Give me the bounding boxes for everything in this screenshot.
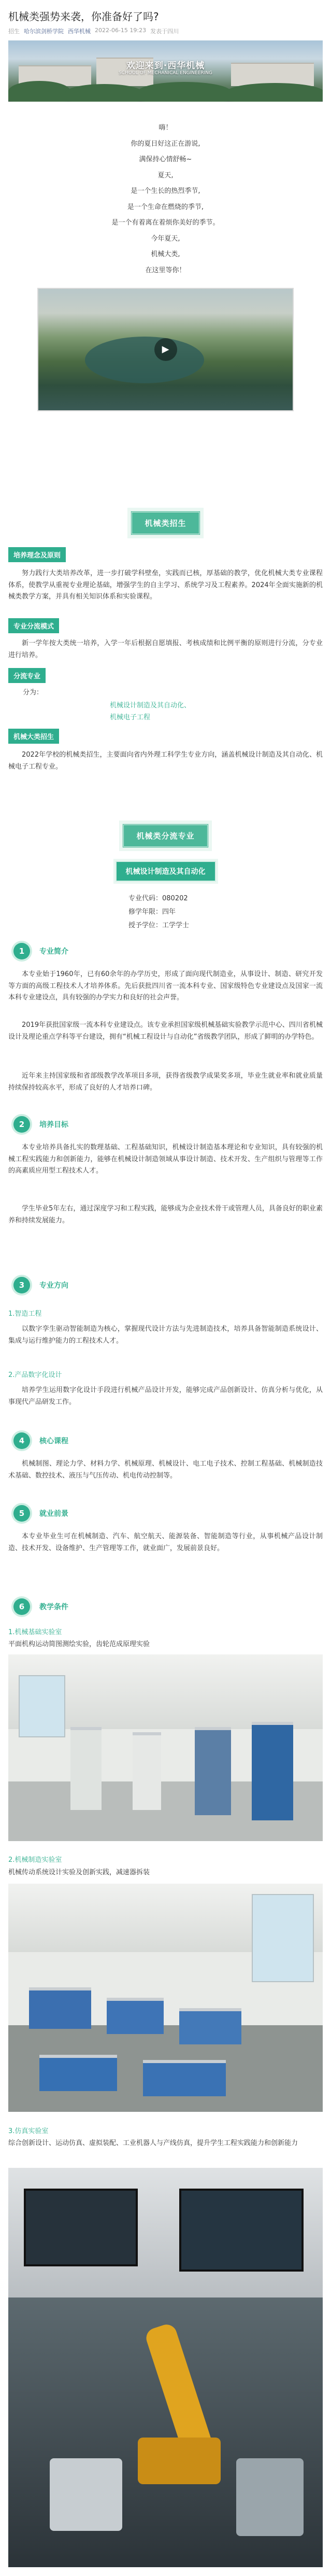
direction-1-text: 以数字孪生驱动智能制造为核心，掌握现代设计方法与先进制造技术，培养具备智能制造系统设计、集成与运行维护能力的工程技术人才。: [8, 1325, 323, 1345]
mech-recruit-bar: 机械大类招生: [8, 729, 59, 744]
lab1-desc: 平面机构运动简图测绘实验，齿轮范成原理实验: [8, 1640, 150, 1648]
lab-equipment: [133, 1732, 161, 1810]
lab-equipment: [70, 1727, 102, 1810]
meta-account[interactable]: 哈尔滨剑桥学院: [24, 28, 64, 35]
info-code: 专业代码：080202: [128, 895, 188, 902]
poem-line: 机械大类,: [151, 250, 180, 258]
lab-equipment: [107, 1998, 164, 2034]
info-degree: 授予学位：工学学士: [128, 922, 190, 929]
play-icon[interactable]: ▶: [154, 338, 177, 361]
lab-equipment: [29, 1987, 91, 2029]
number-badge: 6: [13, 1598, 30, 1615]
training-text: 努力践行大类培养改革，进一步打破学科壁垒，实践而已核，厚基础的教学，优化机械大类专业课程体系，使教学从重视专业理论基础，增强学生的自主学习、系统学习及工程素养。2024年全面实施新的机械类教学方案，并具有相关知识体系和实验课程。: [8, 569, 323, 601]
lab-equipment: [39, 2055, 117, 2091]
major-badge: 机械类分流专业: [122, 824, 208, 848]
meta-date: 2022-06-15 19:23: [95, 27, 147, 34]
courses-text: 机械制图、理论力学、材料力学、机械原理、机械设计、电工电子技术、控制工程基础、机械制造技术基础、数控技术、液压与气压传动、机电传动控制等。: [8, 1460, 323, 1480]
campus-video[interactable]: [37, 288, 294, 411]
lab2-title: 2.机械制造实验室: [8, 1856, 62, 1864]
split-item: 机械设计制造及其自动化、: [110, 702, 191, 709]
tree-shape: [138, 82, 231, 102]
major-subhead-label: 机械设计制造及其自动化: [116, 861, 216, 882]
campus-banner: [8, 40, 323, 102]
mode-bar: 专业分流模式: [8, 618, 59, 633]
poem-line: 夏天,: [157, 171, 174, 179]
number-badge: 2: [13, 1116, 30, 1133]
intro-poem: [0, 102, 331, 279]
career-text: 本专业毕业生可在机械制造、汽车、航空航天、能源装备、智能制造等行业，从事机械产品设计制造、技术开发、设备维护、生产管理等工作，就业面广，发展前景良好。: [8, 1533, 323, 1552]
machine-shape: [50, 2458, 122, 2531]
poem-line: 在这里等你！: [145, 266, 186, 274]
heading-intro-label: 专业简介: [39, 948, 68, 956]
mech-badge: 机械类招生: [131, 511, 200, 535]
number-badge: 1: [13, 943, 30, 959]
lab3-title: 3.仿真实验室: [8, 2127, 49, 2135]
article-title: 机械类强势来袭，你准备好了吗?: [8, 10, 159, 23]
major-badge-wrap: [0, 824, 331, 848]
training-bar: 培养理念及原则: [8, 547, 66, 562]
split-label: 分为：: [23, 689, 44, 697]
lab-equipment: [143, 2060, 226, 2096]
meta-author: 招生: [8, 28, 20, 35]
lab-equipment: [179, 2008, 241, 2044]
split-item: 机械电子工程: [110, 714, 151, 721]
goal-p1: 本专业培养具备扎实的数理基础、工程基础知识，机械设计制造基本理论和专业知识，具有较强的机械工程实践能力和创新能力，能够在机械设计制造领域从事设计制造、技术开发、生产组织与管理等工作的高素质应用型工程技术人才。: [8, 1144, 323, 1175]
photo-window: [19, 1675, 65, 1737]
direction-2: 2.产品数字化设计: [8, 1371, 62, 1379]
heading-goal-label: 培养目标: [39, 1121, 68, 1129]
direction-1: 1.智造工程: [8, 1310, 42, 1318]
article-meta: [0, 27, 331, 40]
meta-location: 发表于四川: [150, 28, 179, 35]
heading-direction-label: 专业方向: [39, 1282, 68, 1290]
mech-badge-wrap: [0, 511, 331, 535]
number-badge: 5: [13, 1505, 30, 1522]
heading-courses: [13, 1432, 68, 1449]
lab1-photo: [8, 1654, 323, 1841]
banner-title: 欢迎来到·西华机械: [126, 61, 205, 71]
heading-goal: [13, 1116, 68, 1133]
lab-equipment: [195, 1727, 231, 1815]
heading-career: [13, 1505, 68, 1522]
mech-recruit-text: 2022年学校的机械类招生，主要面向省内外理工科学生专业方向，涵盖机械设计制造及其自动化、机械电子工程专业。: [8, 751, 323, 771]
heading-career-label: 就业前景: [39, 1510, 68, 1518]
poem-line: 今年夏天,: [151, 234, 180, 243]
tree-shape: [226, 83, 323, 102]
info-years: 修学年限：四年: [128, 908, 176, 916]
photo-window: [252, 1894, 314, 1982]
mode-text: 新一学年按大类统一培养，入学一年后根据自愿填报、考核成绩和比例平衡的原则进行分流，分专业进行培养。: [8, 639, 323, 659]
lab-equipment: [252, 1722, 293, 1820]
goal-p2: 学生毕业5年左右，通过深度学习和工程实践，能够成为企业技术骨干或管理人员，具备良好的职业素养和持续发展能力。: [8, 1205, 323, 1224]
major-subhead: [0, 861, 331, 882]
banner-subtitle: SCHOOL OF MECHANICAL ENGINEERING: [118, 71, 213, 76]
poem-line: 是一个生长的热烈季节,: [131, 187, 200, 195]
lab1-title: 1.机械基础实验室: [8, 1628, 62, 1636]
direction-2-text: 培养学生运用数字化设计手段进行机械产品设计开发，能够完成产品创新设计、仿真分析与优化，从事现代产品研发工作。: [8, 1386, 323, 1406]
tree-shape: [8, 81, 70, 102]
poem-line: 满保持心情舒畅~: [139, 156, 192, 163]
poem-line: 是一个有着离在着烦你美好的季节。: [111, 219, 220, 227]
heading-courses-label: 核心课程: [39, 1437, 68, 1445]
tree-shape: [65, 84, 143, 102]
lab3-photo: [8, 2168, 323, 2567]
heading-facilities-label: 教学条件: [39, 1603, 68, 1611]
lab2-photo: [8, 1884, 323, 2112]
lake-shape: [85, 337, 204, 383]
heading-intro: [13, 943, 68, 959]
heading-facilities: [13, 1598, 68, 1615]
machine-shape: [236, 2458, 304, 2536]
poem-line: 你的夏日好这正在游说,: [131, 140, 200, 148]
poem-line: 嗨！: [159, 124, 172, 132]
number-badge: 3: [13, 1277, 30, 1293]
lab2-desc: 机械传动系统设计实验及创新实践，减速器拆装: [8, 1869, 150, 1876]
lab3-desc: 综合创新设计、运动仿真、虚拟装配、工业机器人与产线仿真，提升学生工程实践能力和创新能力: [8, 2139, 298, 2147]
screen-shape: [179, 2189, 304, 2272]
intro-p1: 本专业始于1960年，已有60余年的办学历史，形成了面向现代制造业，从事设计、制造、研究开发等方面的高级工程技术人才培养体系。先后获批四川省一流本科专业、国家级特色专业建设点及国家一流本科专业建设点，具有较强的办学实力和良好的社会声誉。: [8, 970, 323, 1001]
poem-line: 是一个生命在燃烧的季节,: [127, 203, 204, 211]
meta-org[interactable]: 西华机械: [68, 28, 91, 35]
intro-p3: 近年来主持国家级和省部级教学改革项目多项，获得省级教学成果奖多项，毕业生就业率和就业质量持续保持较高水平，形成了良好的人才培养口碑。: [8, 1072, 323, 1092]
robot-base-shape: [138, 2438, 221, 2484]
heading-direction: [13, 1277, 68, 1293]
split-bar: 分流专业: [8, 668, 46, 683]
number-badge: 4: [13, 1432, 30, 1449]
screen-shape: [24, 2189, 138, 2266]
intro-p2: 2019年获批国家级一流本科专业建设点。该专业承担国家级机械基础实验教学示范中心、四川省机械设计及理论重点学科等平台建设，拥有“机械工程设计与自动化”省级教学团队，形成了鲜明的办学特色。: [8, 1021, 323, 1041]
